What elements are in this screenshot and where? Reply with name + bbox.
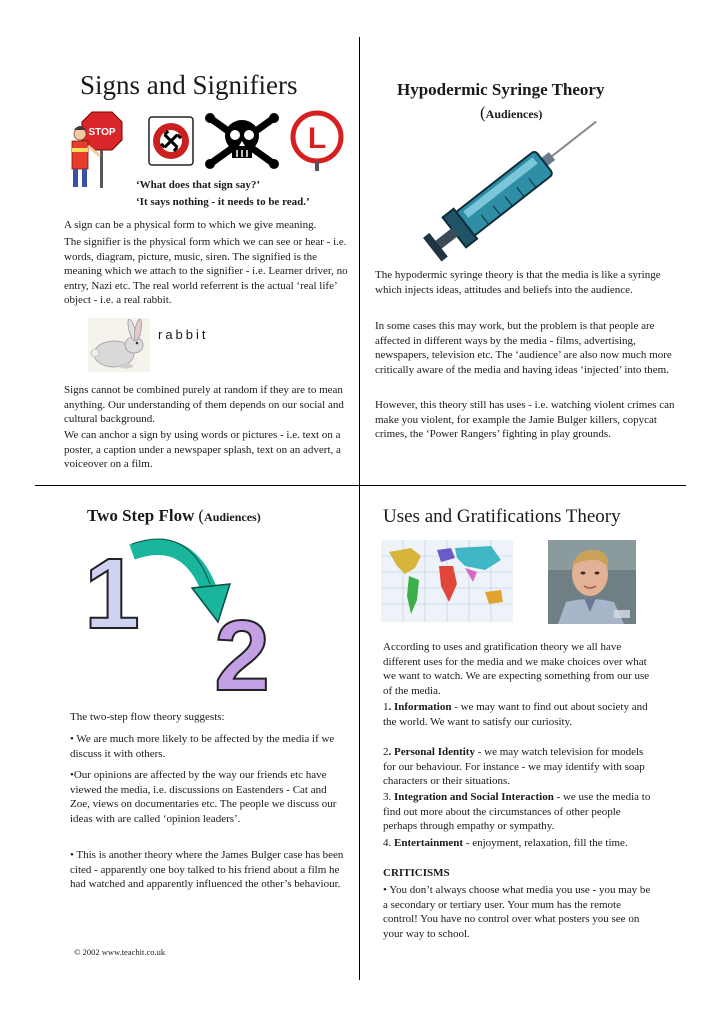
learner-plate-icon bbox=[290, 110, 344, 172]
quote-says-nothing: ‘It says nothing - it needs to be read.’ bbox=[136, 196, 310, 208]
uses-item-personal-identity: 2. Personal Identity - we may watch television for models for our behaviour. For instance - we may identify with soap characters or their situations. bbox=[383, 746, 645, 788]
stop-sign-text: STOP bbox=[88, 127, 116, 138]
twostep-bullet-bulger: • This is another theory where the James Bulger case has been cited - apparently one boy talked to his friend about a film he had watched and apparently influenced the other’s behaviour. bbox=[70, 849, 344, 891]
two-step-graphic bbox=[84, 532, 280, 712]
uses-item-information: 1. Information - we may want to find out about society and the world. We want to satisfy our curiosity. bbox=[383, 701, 648, 728]
uses-intro: According to uses and gratification theory we all have different uses for the media and we make choices over what we want to watch. We are expecting something from our use of the media. bbox=[383, 641, 650, 697]
step-two-number: 2 bbox=[214, 600, 270, 712]
hypodermic-subtitle: (Audiences) bbox=[480, 103, 543, 122]
step-one-number: 1 bbox=[84, 538, 140, 650]
tv-viewer-photo bbox=[548, 540, 636, 624]
uses-title: Uses and Gratifications Theory bbox=[383, 506, 621, 527]
hypodermic-para-definition: The hypodermic syringe theory is that the media is like a syringe which injects ideas, attitudes and beliefs into the audience. bbox=[375, 269, 661, 296]
signs-quotes bbox=[136, 177, 356, 211]
signs-para-sign-definition: A sign can be a physical form to which we give meaning. bbox=[64, 219, 317, 231]
vertical-divider bbox=[359, 37, 360, 980]
signs-para-signifier: The signifier is the physical form which we can see or hear - i.e. words, diagram, picture, music, siren. The signified is the meaning which we attach to the signifier - i.e. Learner driver, no entry, Nazi etc. The real world referrent is the actual ‘real life’ object - i.e. a real rabbit. bbox=[64, 236, 348, 307]
uses-item-integration: 3. Integration and Social Interaction - we use the media to find out more about the circumstances of other people perhaps through empathy or sympathy. bbox=[383, 791, 651, 833]
copyright-footer: © 2002 www.teachit.co.uk bbox=[74, 947, 166, 957]
twostep-title: Two Step Flow bbox=[87, 506, 195, 525]
rabbit-word: rabbit bbox=[158, 327, 209, 342]
skull-crossbones-icon bbox=[202, 110, 282, 170]
horizontal-divider bbox=[35, 485, 686, 486]
rabbit-icon bbox=[88, 318, 150, 372]
hypodermic-para-uses: However, this theory still has uses - i.e. watching violent crimes can make you violent, for example the Jamie Bulger killers, copycat crimes, the ‘Power Rangers’ fighting in play grounds. bbox=[375, 399, 675, 441]
lollipop-person-icon bbox=[62, 110, 128, 190]
signs-para-anchor: We can anchor a sign by using words or pictures - i.e. text on a poster, a caption under a newspaper splash, text on an advert, a voiceover on a film. bbox=[64, 429, 341, 471]
syringe-icon bbox=[410, 110, 620, 260]
hypodermic-title: Hypodermic Syringe Theory bbox=[397, 80, 605, 99]
uses-criticisms-heading: CRITICISMS bbox=[383, 867, 450, 879]
hypodermic-para-problem: In some cases this may work, but the problem is that people are affected in different ways by the media - films, advertising, newspapers, television etc. The ‘audience’ are also now much more critically aware of the media and having ideas ‘injected’ into them. bbox=[375, 320, 672, 376]
quote-what-does-sign-say: ‘What does that sign say?’ bbox=[136, 179, 261, 191]
signs-title: Signs and Signifiers bbox=[80, 70, 298, 100]
l-plate-letter: L bbox=[307, 122, 327, 155]
world-map-image bbox=[381, 540, 513, 622]
swastika-sign-icon bbox=[148, 116, 194, 166]
signs-para-combined: Signs cannot be combined purely at random if they are to mean anything. Our understanding of them depends on our social and cultural background. bbox=[64, 384, 344, 426]
twostep-bullet-discuss: • We are much more likely to be affected by the media if we discuss it with others. bbox=[70, 733, 335, 760]
twostep-intro: The two-step flow theory suggests: bbox=[70, 711, 225, 723]
twostep-heading: Two Step Flow (Audiences) bbox=[87, 506, 261, 525]
uses-criticisms-text: • You don’t always choose what media you use - you may be a secondary or tertiary user. Your mum has the remote control! You have no control over what posters you see on your way to school. bbox=[383, 884, 651, 940]
twostep-bullet-opinions: •Our opinions are affected by the way our friends etc have viewed the media, i.e. discussions on Eastenders - Cat and Zoe, views on documentaries etc. The people we discuss our ideas with are called ‘opinion leaders’. bbox=[70, 769, 337, 825]
twostep-subtitle: Audiences) bbox=[204, 510, 261, 524]
uses-item-entertainment: 4. Entertainment - enjoyment, relaxation, fill the time. bbox=[383, 837, 628, 849]
